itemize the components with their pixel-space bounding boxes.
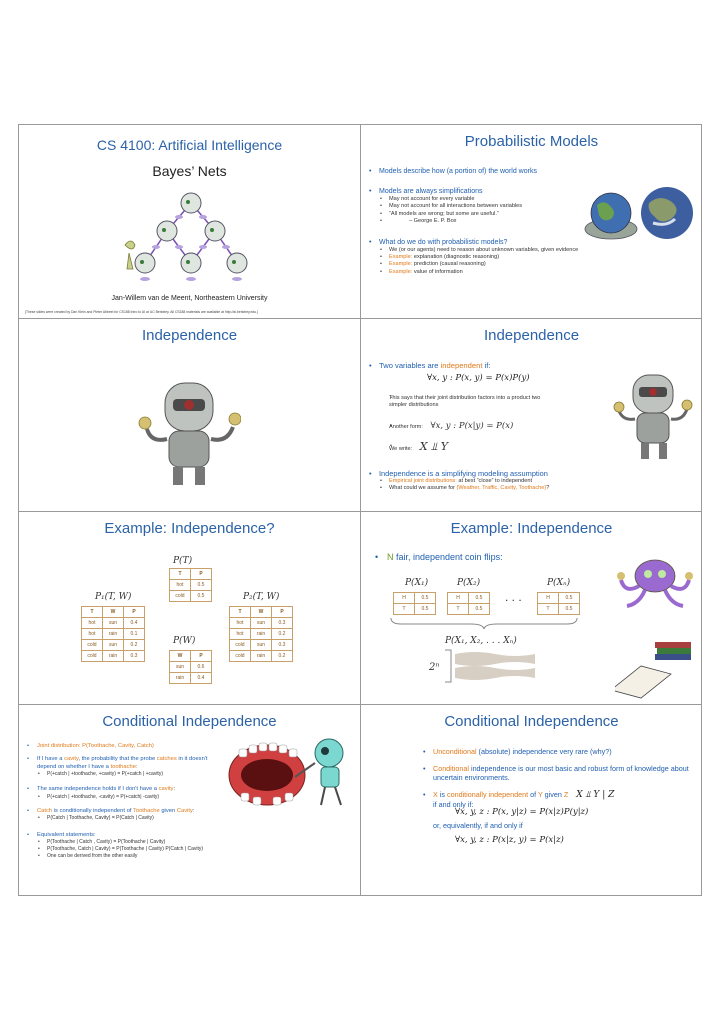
bullet: • Unconditional (absolute) independence very rare (why?): [423, 747, 693, 757]
author-line: Jan-Willem van de Meent, Northeastern University: [111, 295, 268, 302]
sub-bullet: • P(Toothache, Catch | Cavity) = P(Toothache | Cavity) P(Catch | Cavity): [27, 846, 227, 853]
sub-bullet: • P(Catch | Toothache, Cavity) = P(Catch | Cavity): [27, 815, 227, 822]
bullet: • N fair, independent coin flips:: [375, 552, 595, 563]
coin-table: [537, 592, 580, 615]
sub-bullet: • One can be derived from the other easily: [27, 853, 227, 860]
table-row: hot rain 0.1: [82, 629, 145, 640]
slide-heading: Example: Independence: [450, 520, 613, 537]
slide-heading: Example: Independence?: [104, 520, 275, 537]
octopus-and-books-illustration: [615, 550, 695, 702]
table-pt: [169, 568, 212, 602]
table-label-pt: P(T): [173, 556, 193, 566]
sub-bullet: • Empirical joint distributions: at best “close” to independent: [369, 478, 694, 485]
slide-heading: Independence: [483, 327, 580, 344]
slide-heading: Probabilistic Models: [464, 133, 599, 150]
sub-bullet: • Another form: ∀x, y : P(x|y) = P(x): [379, 423, 579, 431]
slide-heading: Conditional Independence: [102, 713, 277, 730]
quote-attribution: • – George E. P. Box: [369, 218, 599, 225]
slide-example-independence-question: [19, 512, 360, 705]
sub-bullet: • What could we assume for {Weather, Traffic, Cavity, Toothache}?: [369, 485, 694, 492]
table-pw: W P sun 0.6 rain 0.4: [169, 650, 212, 684]
table-row: T 0.5: [538, 604, 580, 615]
table-row: H 0.5: [538, 593, 580, 604]
sub-bullet: • We write: X ⫫ Y: [379, 443, 579, 453]
slide-probabilistic-models: [361, 125, 702, 318]
bullet: • Two variables are independent if:: [369, 361, 579, 370]
bayes-net-robots-illustration: [121, 183, 261, 291]
slide-conditional-independence-example: [19, 705, 360, 898]
bullet: • Joint distribution: P(Toothache, Cavity, Catch): [27, 743, 227, 750]
coin-label-xn: P(Xₙ): [547, 578, 571, 588]
earth-model-illustration: [583, 185, 695, 245]
sub-bullet: • May not account for all interactions between variables: [369, 203, 599, 210]
slide-handout-page: [18, 124, 702, 896]
sub-bullet: • Example: value of information: [369, 269, 599, 276]
sub-bullet: • This says that their joint distribution factors into a product two simpler distributions: [379, 395, 554, 410]
table-row: hot rain 0.2: [230, 629, 293, 640]
table-label-p1: P₁(T, W): [95, 592, 132, 602]
slide-heading: CS 4100: Artificial Intelligence: [96, 137, 283, 153]
table-row: hot 0.5: [170, 580, 212, 591]
large-table-placeholder: [445, 648, 537, 684]
coin-table: [447, 592, 490, 615]
table-label-p2: P₂(T, W): [243, 592, 280, 602]
sub-bullet: • We (or our agents) need to reason about unknown variables, given evidence: [369, 247, 599, 254]
table-row: cold rain 0.3: [82, 651, 145, 662]
table-row: cold 0.5: [170, 591, 212, 602]
sub-bullet: • Example: explanation (diagnostic reasoning): [369, 254, 599, 261]
table-header: P: [191, 569, 212, 580]
coin-table: [393, 592, 436, 615]
bullet: • X is conditionally independent of Y given Z X ⫫ Y | Z if and only if:: [423, 790, 693, 810]
sub-bullet: • May not account for every variable: [369, 196, 599, 203]
conditional-independence-equation-alt: ∀x, y, z : P(x|z, y) = P(x|z): [455, 835, 564, 845]
robot-coins-illustration: [613, 369, 693, 463]
slide-title: [19, 125, 360, 318]
slide-conditional-independence-definition: [361, 705, 702, 898]
bullet: • Models are always simplifications: [369, 187, 599, 196]
table-row: cold rain 0.2: [230, 651, 293, 662]
slide-example-coin-flips: [361, 512, 702, 705]
sub-bullet: • “All models are wrong; but some are useful.”: [369, 211, 599, 218]
table-row: T 0.5: [448, 604, 490, 615]
credits-footnote: [These slides were created by Dan Klein and Pieter Abbeel for CS188 Intro to AI at UC Berkeley. All CS188 materials are available at http://ai.berkeley.edu.]: [25, 310, 259, 314]
joint-label: P(X₁, X₂, . . . Xₙ): [445, 636, 517, 646]
table-row: rain 0.4: [170, 673, 212, 684]
bullet: • If I have a cavity, the probability that the probe catches in it doesn't depend on whether I have a toothache:: [27, 756, 227, 771]
table-row: cold sun 0.3: [230, 640, 293, 651]
sub-bullet: • Example: prediction (causal reasoning): [369, 261, 599, 268]
sub-bullet: • P(+catch | +toothache, -cavity) = P(+catch| -cavity): [27, 794, 227, 801]
table-row: hot sun 0.4: [82, 618, 145, 629]
size-label: 2ⁿ: [429, 662, 440, 673]
coin-label-x1: P(X₁): [405, 578, 429, 588]
table-row: sun 0.6: [170, 662, 212, 673]
table-row: cold sun 0.2: [82, 640, 145, 651]
robot-coins-illustration: [137, 373, 241, 491]
bullet: • Models describe how (a portion of) the world works: [369, 167, 599, 176]
table-p2: T W P hot sun 0.3 hot rain 0.2 cold sun 0.3 cold rain 0.2: [229, 606, 293, 662]
bullet: • Equivalent statements:: [27, 832, 227, 839]
slide-subtitle: Bayes’ Nets: [152, 163, 227, 179]
mouth-probe-illustration: [225, 735, 355, 815]
table-row: H 0.5: [448, 593, 490, 604]
table-p1: T W P hot sun 0.4 hot rain 0.1 cold sun 0.2 cold rain 0.3: [81, 606, 145, 662]
coin-label-x2: P(X₂): [457, 578, 481, 588]
table-row: H 0.5: [394, 593, 436, 604]
brace: [389, 616, 579, 630]
ellipsis: . . .: [505, 590, 522, 604]
bullet: • What do we do with probabilistic models?: [369, 238, 599, 247]
table-label-pw: P(W): [173, 636, 196, 646]
independence-equation: ∀x, y : P(x, y) = P(x)P(y): [427, 373, 530, 383]
slide-heading: Independence: [141, 327, 238, 344]
sub-bullet: • P(+catch | +toothache, +cavity) = P(+catch | +cavity): [27, 771, 227, 778]
bullet: • The same independence holds if I don't have a cavity:: [27, 786, 227, 793]
table-row: hot sun 0.3: [230, 618, 293, 629]
table-row: T 0.5: [394, 604, 436, 615]
bullet: • Conditional independence is our most basic and robust form of knowledge about uncertain environments.: [423, 764, 693, 783]
slide-independence-intro: [19, 319, 360, 512]
bullet: • Independence is a simplifying modeling assumption: [369, 469, 694, 478]
table-header: T: [170, 569, 191, 580]
slide-independence-definition: [361, 319, 702, 512]
conditional-independence-equation: ∀x, y, z : P(x, y|z) = P(x|z)P(y|z): [455, 807, 589, 817]
slide-heading: Conditional Independence: [444, 713, 619, 730]
bullet: • Catch is conditionally independent of Toothache given Cavity:: [27, 808, 227, 815]
equivalence-text: or, equivalently, if and only if: [433, 821, 523, 830]
sub-bullet: • P(Toothache | Catch , Cavity) = P(Toothache | Cavity): [27, 839, 227, 846]
